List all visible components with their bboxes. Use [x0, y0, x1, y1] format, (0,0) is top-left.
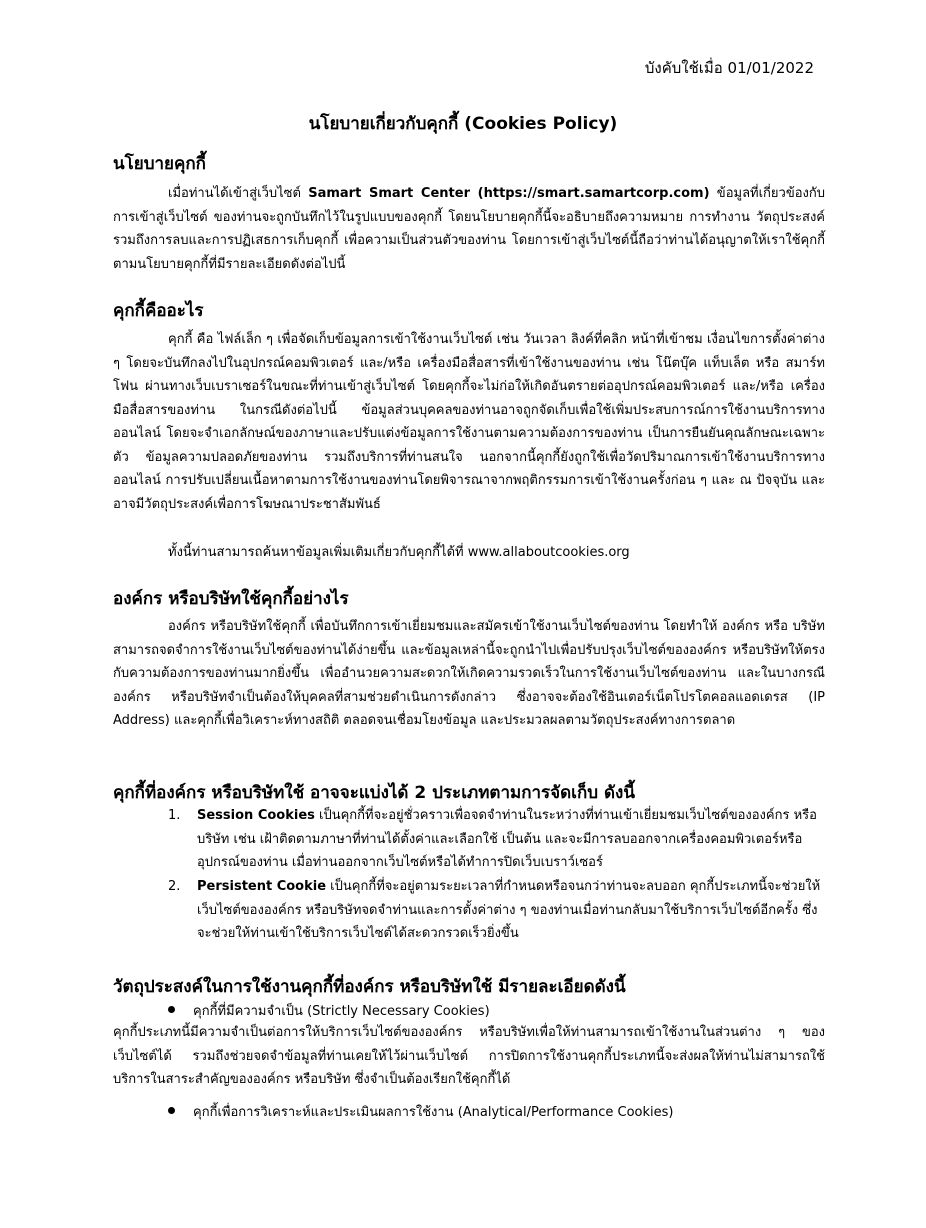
list-item-text [197, 804, 824, 875]
section-paragraph-what-is-cookie: คุกกี้ คือ ไฟล์เล็ก ๆ เพื่อจัดเก็บข้อมูลการเข้าใช้งานเว็บไซต์ เช่น วันเวลา ลิงค์ที่คลิก หน้าที่เข้าชม เงื่อนไขการตั้งค่าต่าง ๆ โดยจะบันทึกลงไปในอุปกรณ์คอมพิวเตอร์ และ/หรือ เครื่องมือสื่อสารที่เข้าใช้งานของท่าน เช่น โน๊ตบุ๊ค แท็บเล็ต หรือ สมาร์ทโฟน ผ่านทางเว็บเบราเซอร์ในขณะที่ท่านเข้าสู่เว็บไซต์ โดยคุกกี้จะไม่ก่อให้เกิดอันตรายต่ออุปกรณ์คอมพิวเตอร์ และ/หรือ เครื่องมือสื่อสารของท่าน ในกรณีดังต่อไปนี้ ข้อมูลส่วนบุคคลของท่านอาจถูกจัดเก็บเพื่อใช้เพิ่มประสบการณ์การใช้งานบริการทางออนไลน์ โดยจะจำเอกลักษณ์ของภาษาและปรับแต่งข้อมูลการใช้งานตามความต้องการของท่าน เป็นการยืนยันคุณลักษณะเฉพาะตัว ข้อมูลความปลอดภัยของท่าน รวมถึงบริการที่ท่านสนใจ นอกจากนี้คุกกี้ยังถูกใช้เพื่อวัดปริมาณการเข้าใช้งานบริการทางออนไลน์ การปรับเปลี่ยนเนื้อหาตามการใช้งานของท่านโดยพิจารณาจากพฤติกรรมการเข้าใช้งานครั้งก่อน ๆ และ ณ ปัจจุบัน และอาจมีวัตถุประสงค์เพื่อการโฆษณาประชาสัมพันธ์ [113, 332, 825, 512]
bullet-text: คุกกี้เพื่อการวิเคราะห์และประเมินผลการใช้งาน (Analytical/Performance Cookies) [193, 1105, 674, 1120]
section-heading-cookie-types: คุกกี้ที่องค์กร หรือบริษัทใช้ อาจจะแบ่งได้ 2 ประเภทตามการจัดเก็บ ดังนี้ [113, 783, 635, 803]
bullet-icon [168, 1006, 175, 1013]
list-number: 1. [168, 808, 181, 823]
list-item-desc: เป็นคุกกี้ที่จะอยู่ชั่วคราวเพื่อจดจำท่านในระหว่างที่ท่านเข้าเยี่ยมชมเว็บไซต์ขององค์กร หรือบริษัท เช่น เฝ้าติดตามภาษาที่ท่านได้ตั้งค่าและเลือกใช้ เป็นต้น และจะมีการลบออกจากเครื่องคอมพิวเตอร์หรืออุปกรณ์ของท่าน เมื่อท่านออกจากเว็บไซต์หรือได้ทำการปิดเว็บเบราว์เซอร์ [197, 808, 817, 870]
section-paragraph-how-use-cookie: องค์กร หรือบริษัทใช้คุกกี้ เพื่อบันทึกการเข้าเยี่ยมชมและสมัครเข้าใช้งานเว็บไซต์ของท่าน โดยทำให้ องค์กร หรือ บริษัทสามารถจดจำการใช้งานเว็บไซต์ของท่านได้ง่ายขึ้น และข้อมูลเหล่านี้จะถูกนำไปเพื่อปรับปรุงเว็บไซต์ขององค์กร หรือบริษัทให้ตรงกับความต้องการของท่านมากยิ่งขึ้น เพื่ออำนวยความสะดวกให้เกิดความรวดเร็วในการใช้งานเว็บไซต์ของท่าน และในบางกรณีองค์กร หรือบริษัทจำเป็นต้องให้บุคคลที่สามช่วยดำเนินการดังกล่าว ซึ่งอาจจะต้องใช้อินเตอร์เน็ตโปรโตคอลแอดเดรส (IP Address) และคุกกี้เพื่อวิเคราะห์ทางสถิติ ตลอดจนเชื่อมโยงข้อมูล และประมวลผลตามวัตถุประสงค์ทางการตลาด [113, 619, 825, 728]
section-paragraph-cookie-policy [113, 182, 825, 276]
site-name-url: Samart Smart Center (https://smart.samartcorp.com) [308, 186, 710, 201]
bullet-icon [168, 1107, 175, 1114]
list-item [168, 875, 824, 946]
list-number: 2. [168, 879, 181, 894]
list-item-desc: เป็นคุกกี้ที่จะอยู่ตามระยะเวลาที่กำหนดหรือจนกว่าท่านจะลบออก คุกกี้ประเภทนี้จะช่วยให้เว็บไซต์ขององค์กร หรือบริษัทจดจำท่านและการตั้งค่าต่าง ๆ ของท่านเมื่อท่านกลับมาใช้บริการเว็บไซต์อีกครั้ง ซึ่งจะช่วยให้ท่านเข้าใช้บริการเว็บไซต์ได้สะดวกรวดเร็วยิ่งขึ้น [197, 879, 821, 941]
list-item-term: Session Cookies [197, 808, 315, 823]
bullet-item [168, 1000, 490, 1021]
effective-date: บังคับใช้เมื่อ 01/01/2022 [644, 59, 814, 77]
list-item-term: Persistent Cookie [197, 879, 327, 894]
section-heading-what-is-cookie: คุกกี้คืออะไร [113, 301, 204, 321]
bullet-item [168, 1101, 673, 1122]
section-heading-how-use-cookie: องค์กร หรือบริษัทใช้คุกกี้อย่างไร [113, 589, 349, 609]
section-heading-cookie-policy: นโยบายคุกกี้ [113, 154, 206, 174]
bullet-paragraph: คุกกี้ประเภทนี้มีความจำเป็นต่อการให้บริการเว็บไซต์ขององค์กร หรือบริษัทเพื่อให้ท่านสามารถเข้าใช้งานในส่วนต่าง ๆ ของเว็บไซต์ได้ รวมถึงช่วยจดจำข้อมูลที่ท่านเคยให้ไว้ผ่านเว็บไซต์ การปิดการใช้งานคุกกี้ประเภทนี้จะส่งผลให้ท่านไม่สามารถใช้บริการในสาระสำคัญขององค์กร หรือบริษัท ซึ่งจำเป็นต้องเรียกใช้คุกกี้ได้ [113, 1025, 825, 1087]
list-item [168, 804, 824, 875]
list-item-text [197, 875, 824, 946]
more-info-note: ทั้งนี้ท่านสามารถค้นหาข้อมูลเพิ่มเติมเกี่ยวกับคุกกี้ได้ที่ www.allaboutcookies.org [168, 545, 630, 560]
bullet-text: คุกกี้ที่มีความจำเป็น (Strictly Necessary Cookies) [193, 1004, 490, 1019]
section-heading-cookie-purposes: วัตถุประสงค์ในการใช้งานคุกกี้ที่องค์กร หรือบริษัทใช้ มีรายละเอียดดังนี้ [113, 977, 626, 997]
para-rest: ข้อมูลที่เกี่ยวข้องกับการเข้าสู่เว็บไซต์ ของท่านจะถูกบันทึกไว้ในรูปแบบของคุกกี้ โดยนโยบายคุกกี้นี้จะอธิบายถึงความหมาย การทำงาน วัตถุประสงค์ รวมถึงการลบและการปฏิเสธการเก็บคุกกี้ เพื่อความเป็นส่วนตัวของท่าน โดยการเข้าสู่เว็บไซต์นี้ถือว่าท่านได้อนุญาตให้เราใช้คุกกี้ตามนโยบายคุกกี้ที่มีรายละเอียดดังต่อไปนี้ [113, 186, 826, 272]
para-lead: เมื่อท่านได้เข้าสู่เว็บไซต์ [168, 186, 309, 201]
page-title: นโยบายเกี่ยวกับคุกกี้ (Cookies Policy) [308, 114, 618, 134]
